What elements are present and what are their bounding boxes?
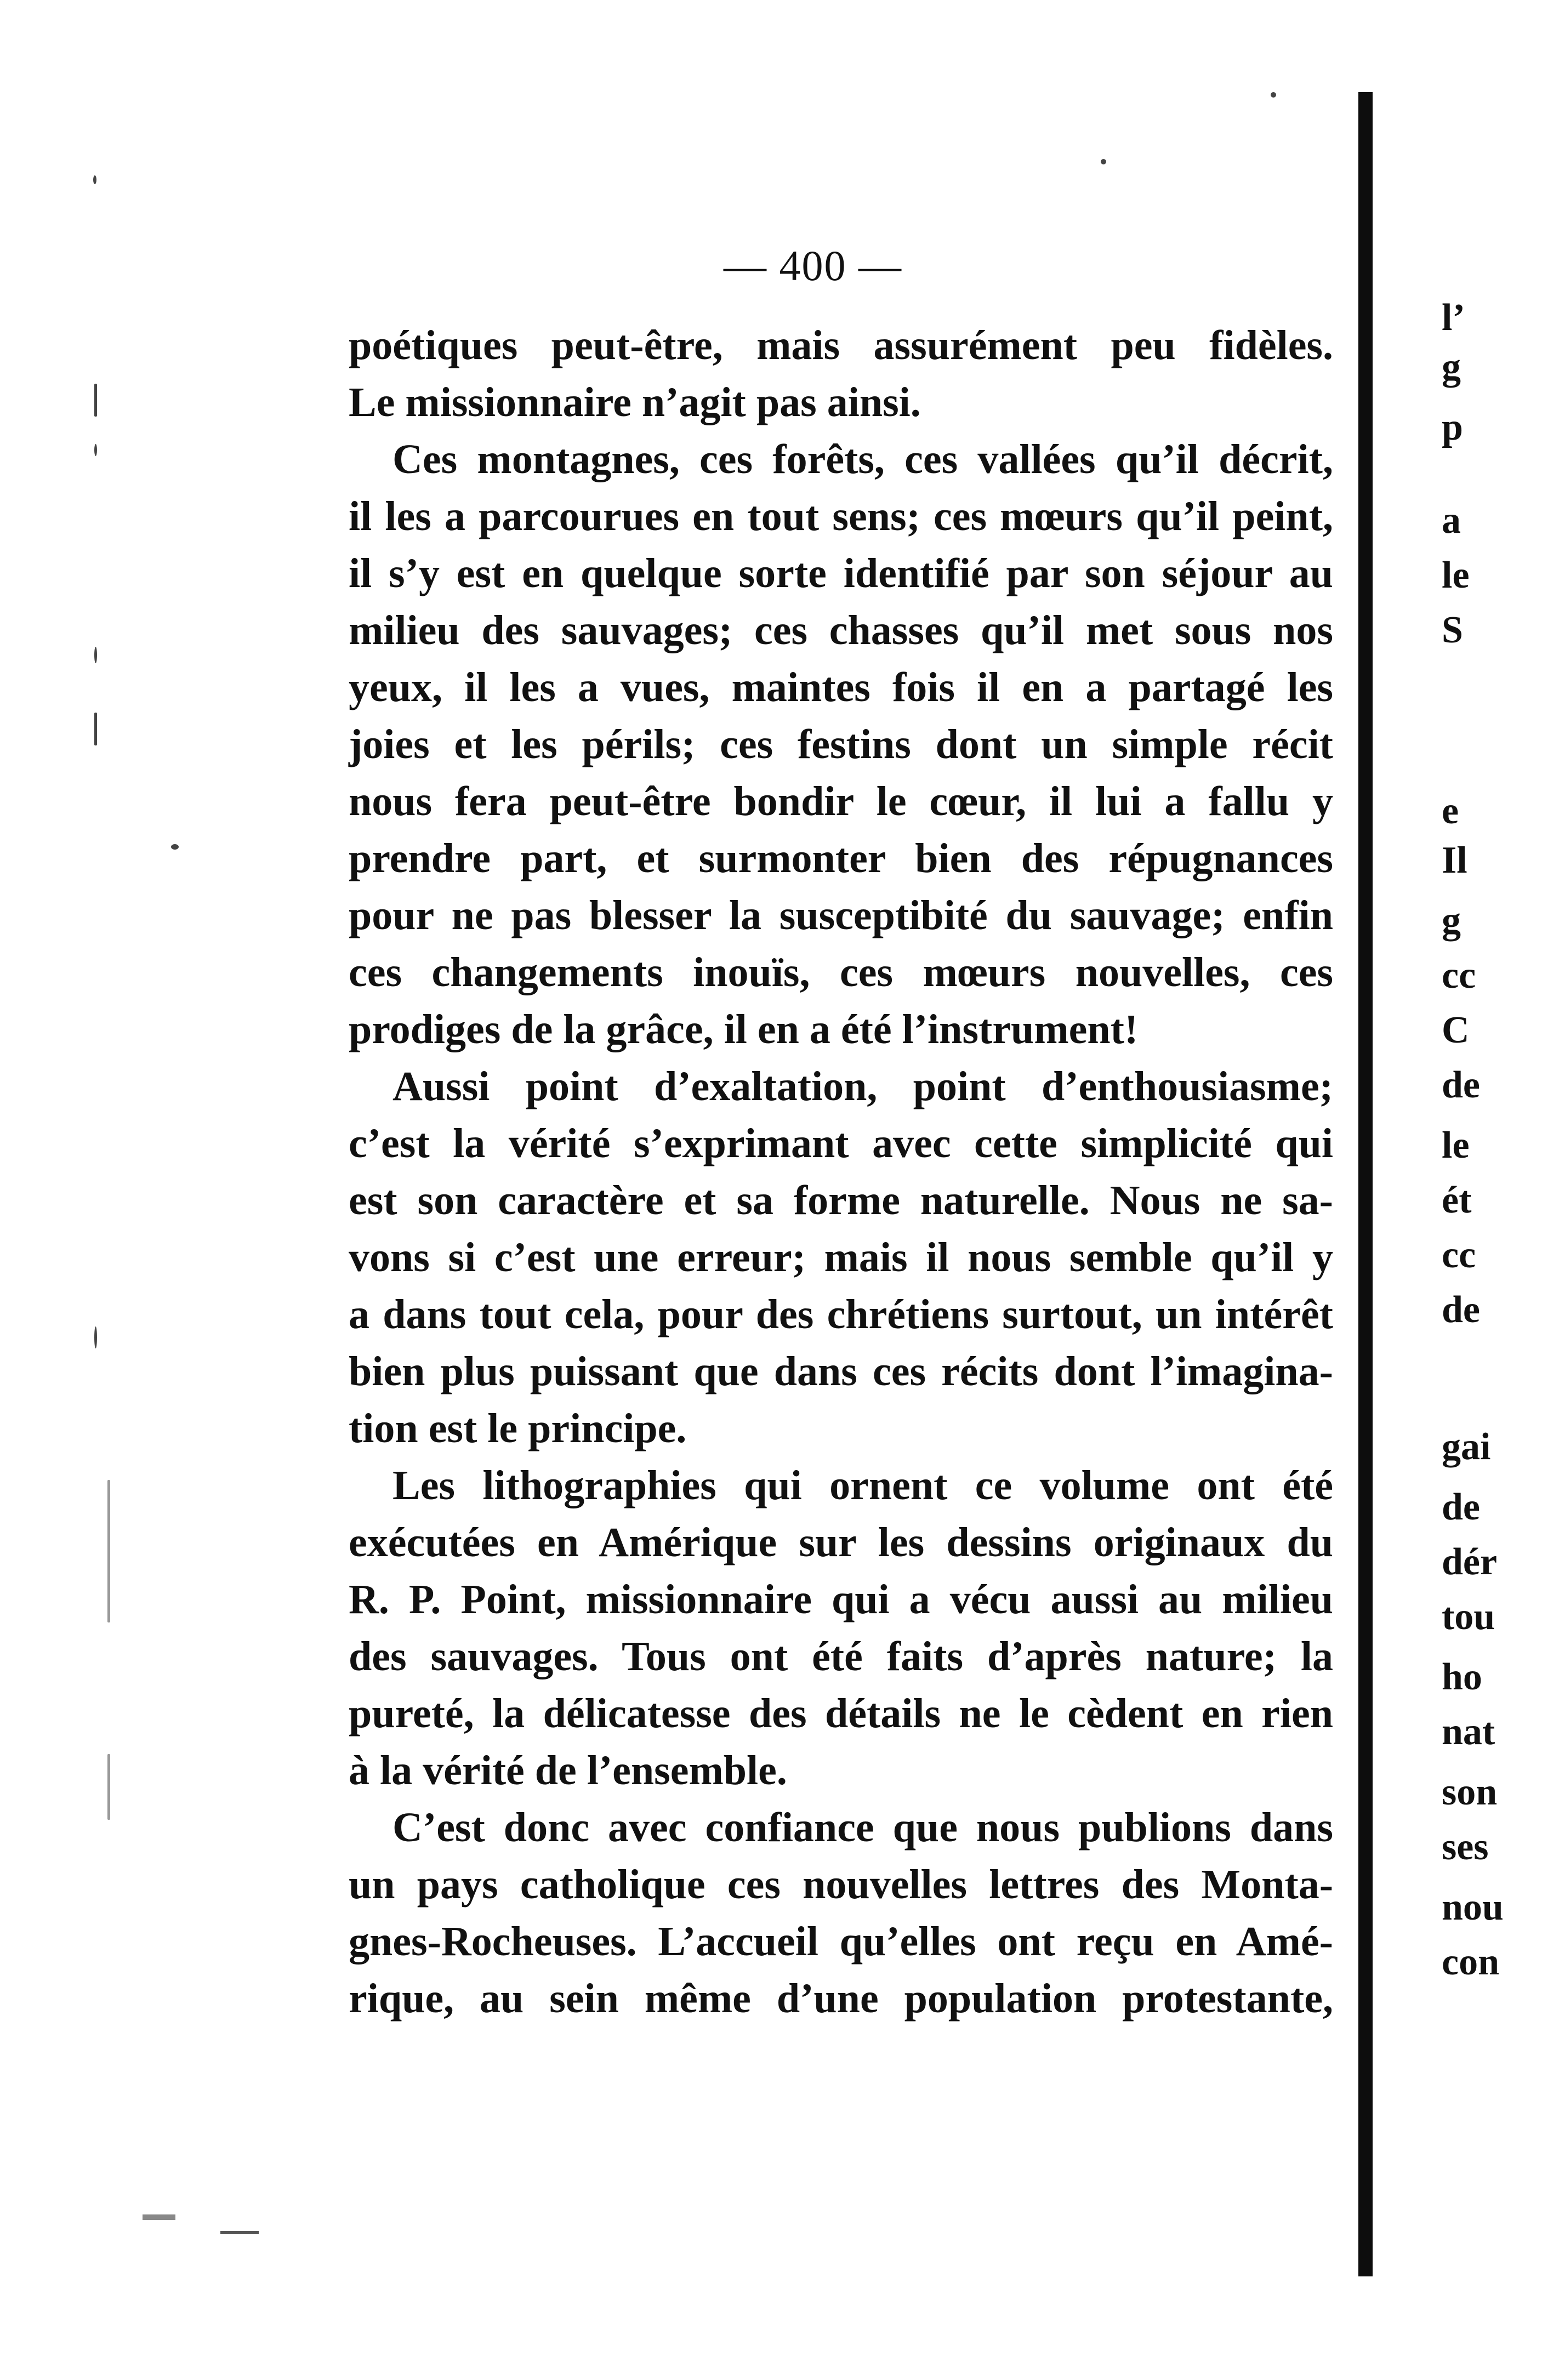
text-line: il s’y est en quelque sorte identifié par son séjour au [349,550,1333,596]
scan-speck [93,175,96,184]
facing-page-fragment: ses [1442,1826,1489,1868]
facing-page-fragment: ét [1442,1179,1472,1221]
text-line: Ces montagnes, ces forêts, ces vallées qu’il décrit, [392,436,1333,482]
text-line: Le missionnaire n’agit pas ainsi. [349,379,921,425]
facing-page-fragment: con [1442,1941,1499,1983]
scan-mark [220,2231,259,2234]
text-line: est son caractère et sa forme naturelle. Nous ne sa- [349,1177,1333,1223]
text-line: un pays catholique ces nouvelles lettres des Monta- [349,1861,1333,1908]
facing-page-fragment: cc [1442,1234,1476,1276]
text-line: des sauvages. Tous ont été faits d’après nature; la [349,1633,1333,1679]
text-line: gnes-Rocheuses. L’accueil qu’elles ont reçu en Amé- [349,1918,1333,1965]
facing-page-fragment: g [1442,346,1461,388]
facing-page-fragments [1420,0,1542,2380]
facing-page-fragment: le [1442,554,1470,596]
scan-speck [94,1326,97,1348]
text-line: a dans tout cela, pour des chrétiens surtout, un intérêt [349,1291,1333,1337]
scan-speck [1271,92,1276,98]
text-line: rique, au sein même d’une population protestante, [349,1975,1333,2022]
text-line: yeux, il les a vues, maintes fois il en a partagé les [349,664,1333,710]
facing-page-fragment: S [1442,609,1463,651]
text-line: poétiques peut-être, mais assurément peu fidèles. [349,322,1333,368]
scan-speck [94,384,97,417]
facing-page-fragment: nat [1442,1711,1495,1753]
scan-speck [107,1754,110,1820]
scan-speck [107,1480,110,1622]
text-line: tion est le principe. [349,1405,687,1451]
facing-page-fragment: p [1442,406,1463,448]
facing-page-fragment: son [1442,1771,1498,1813]
facing-page-fragment: de [1442,1486,1480,1528]
scan-speck [94,444,97,456]
text-line: prendre part, et surmonter bien des répugnances [349,835,1333,881]
scan-mark [143,2214,175,2220]
scan-speck [1101,159,1106,164]
facing-page-fragment: e [1442,790,1459,832]
facing-page-fragment: de [1442,1064,1480,1106]
facing-page-fragment: Il [1442,839,1467,881]
text-line: Aussi point d’exaltation, point d’enthousiasme; [392,1063,1333,1109]
facing-page-fragment: de [1442,1289,1480,1331]
scan-speck [94,647,97,663]
facing-page-fragment: l’ [1442,297,1465,339]
text-line: joies et les périls; ces festins dont un simple récit [349,721,1333,767]
facing-page-fragment: cc [1442,954,1476,997]
facing-page-fragment: g [1442,899,1461,942]
facing-page-fragment: dér [1442,1541,1498,1583]
text-line: pureté, la délicatesse des détails ne le cèdent en rien [349,1690,1333,1736]
text-line: nous fera peut-être bondir le cœur, il lui a fallu y [349,778,1333,824]
text-line: c’est la vérité s’exprimant avec cette simplicité qui [349,1120,1333,1166]
facing-page-fragment: gai [1442,1426,1491,1468]
text-line: R. P. Point, missionnaire qui a vécu aussi au milieu [349,1576,1333,1622]
facing-page-fragment: le [1442,1124,1470,1166]
text-line: prodiges de la grâce, il en a été l’instrument! [349,1006,1139,1052]
facing-page-fragment: nou [1442,1886,1504,1928]
facing-page-fragment: ho [1442,1656,1482,1698]
scan-speck [94,713,97,745]
text-line: exécutées en Amérique sur les dessins originaux du [349,1519,1333,1565]
text-line: milieu des sauvages; ces chasses qu’il met sous nos [349,607,1333,653]
text-line: il les a parcourues en tout sens; ces mœurs qu’il peint, [349,493,1333,539]
facing-page-fragment: C [1442,1009,1470,1051]
text-line: C’est donc avec confiance que nous publions dans [392,1804,1333,1851]
facing-page-fragment: a [1442,499,1461,542]
text-line: à la vérité de l’ensemble. [349,1747,787,1793]
text-line: ces changements inouïs, ces mœurs nouvelles, ces [349,949,1333,995]
scan-speck [171,844,179,850]
text-line: Les lithographies qui ornent ce volume ont été [392,1462,1333,1508]
text-line: bien plus puissant que dans ces récits dont l’imagina- [349,1348,1333,1394]
facing-page-fragment: tou [1442,1596,1495,1638]
text-line: pour ne pas blesser la susceptibité du sauvage; enfin [349,892,1333,938]
text-line: vons si c’est une erreur; mais il nous semble qu’il y [349,1234,1333,1280]
gutter-rule [1358,92,1373,2276]
page-number: — 400 — [724,242,902,289]
body-text [349,317,1333,2027]
